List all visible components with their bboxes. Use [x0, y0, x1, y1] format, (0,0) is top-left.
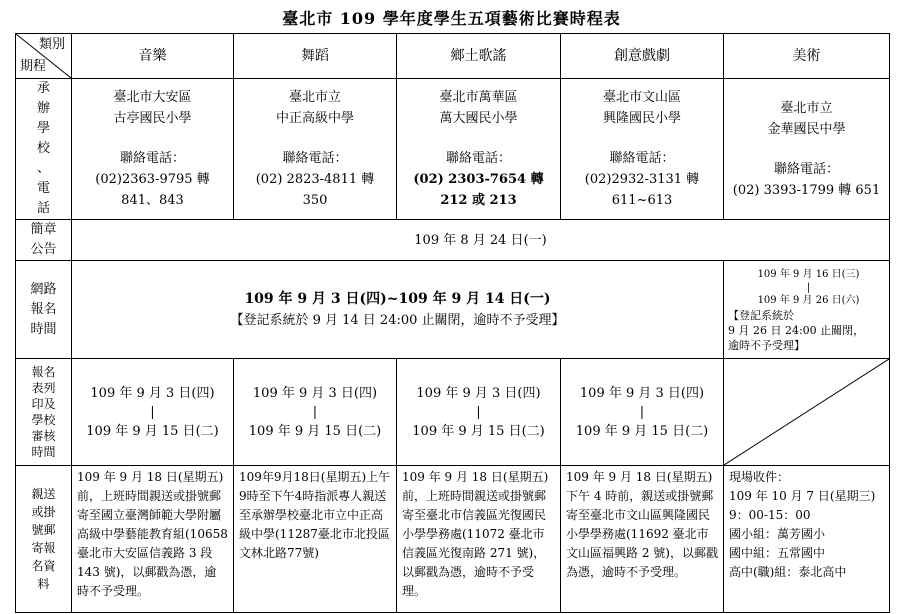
row-label-review-text: 報名 表列 印及 學校 審核 時間: [31, 365, 56, 459]
online-main: [72, 261, 724, 359]
online-art-end: 109 年 9 月 26 日(六): [757, 294, 860, 306]
delivery-folk-song: 109 年 9 月 18 日(星期五)前，上班時間親送或掛號郵寄至臺北市信義區光復國民小學學務處(11072 臺北市信義區光復南路 271 號)，以郵戳為憑，逾時不予受理。: [397, 466, 561, 613]
art-delivery-line: 9：00-15：00: [729, 508, 811, 522]
art-delivery-line: 國小組：萬芳國小: [729, 527, 826, 541]
review-start: 109 年 9 月 3 日(四): [252, 385, 378, 401]
art-delivery-line: 國中組：五常國中: [729, 546, 826, 560]
row-label-review: [16, 359, 72, 466]
host-phone-label: 聯絡電話：: [282, 151, 348, 166]
host-phone: (02) 2823-4811 轉: [255, 172, 375, 187]
host-school: 興隆國民小學: [602, 111, 681, 126]
review-drama: [561, 359, 724, 466]
announce-row: [16, 220, 890, 261]
host-district: 臺北市大安區: [113, 90, 192, 105]
host-dance: [234, 79, 397, 220]
host-phone-label: 聯絡電話：: [445, 151, 511, 166]
row-label-delivery-text: 親送 或掛 號郵 寄報 名資 料: [31, 487, 56, 591]
host-district: 臺北市萬華區: [439, 90, 518, 105]
review-end: 109 年 9 月 15 日(二): [575, 423, 709, 439]
delivery-drama: 109 年 9 月 18 日(星期五)下午 4 時前，親送或掛號郵寄至臺北市文山區興隆國民小學學務處(11692 臺北市文山區福興路 2 號)，以郵戳為憑，逾時不予受理。: [561, 466, 724, 613]
review-start: 109 年 9 月 3 日(四): [579, 385, 705, 401]
host-row: [16, 79, 890, 220]
review-bar: |: [150, 404, 155, 420]
online-art-note3: 逾時不予受理】: [728, 338, 805, 352]
art-delivery-line: 高中(職)組：泰北高中: [729, 565, 847, 579]
review-bar: |: [476, 404, 481, 420]
online-art: [724, 261, 890, 359]
review-bar: |: [312, 404, 318, 420]
delivery-dance: 109年9月18日(星期五)上午9時至下午4時指派專人親送至承辦學校臺北市立中正高級中學(11287臺北市北投區文林北路77號): [234, 466, 397, 613]
online-art-note1: 【登記系統於: [728, 308, 794, 322]
corner-cell: [16, 34, 72, 79]
online-main-range: 109 年 9 月 3 日(四)~109 年 9 月 14 日(一): [244, 290, 551, 307]
host-district: 臺北市文山區: [602, 90, 681, 105]
category-dance: 舞蹈: [234, 34, 397, 79]
host-ext: 611~613: [611, 193, 673, 208]
host-school: 中正高級中學: [275, 111, 354, 126]
review-row: [16, 359, 890, 466]
category-music: 音樂: [72, 34, 234, 79]
host-drama: [561, 79, 724, 220]
row-label-online-text: 網路 報名 時間: [30, 281, 57, 337]
row-label-announce-text: 簡章 公告: [30, 222, 57, 257]
review-music: [72, 359, 234, 466]
row-label-announce: [16, 220, 72, 261]
header-row: [16, 34, 890, 79]
empty-cell-diagonal: [724, 359, 889, 465]
host-school: 金華國民中學: [767, 121, 846, 137]
host-ext: 841、843: [121, 193, 184, 208]
review-folk-song: [397, 359, 561, 466]
category-drama: 創意戲劇: [561, 34, 724, 79]
category-folk-song: 鄉土歌謠: [397, 34, 561, 79]
row-label-online: [16, 261, 72, 359]
review-end: 109 年 9 月 15 日(二): [248, 423, 382, 439]
category-art: 美術: [724, 34, 890, 79]
host-phone-label: 聯絡電話：: [609, 151, 675, 166]
review-end: 109 年 9 月 15 日(二): [86, 423, 219, 439]
delivery-music: 109 年 9 月 18 日(星期五)前，上班時間親送或掛號郵寄至國立臺灣師範大學附屬高級中學藝能教育組(10658 臺北市大安區信義路 3 段 143 號)，以郵戳為憑，逾時不予受理。: [72, 466, 234, 613]
host-phone: (02)2363-9795 轉: [95, 172, 210, 187]
host-art: [724, 79, 890, 220]
corner-top-label: 類別: [38, 37, 65, 52]
row-label-host-text: 承 辦 學 校 、 電 話: [36, 81, 50, 216]
host-ext: 212 或 213: [440, 193, 517, 208]
schedule-table: [15, 33, 890, 613]
corner-bottom-label: 期程: [20, 59, 47, 74]
host-phone: (02) 2303-7654 轉: [413, 172, 544, 187]
delivery-row: [16, 466, 890, 613]
page-title: 臺北市 109 學年度學生五項藝術比賽時程表: [282, 9, 621, 28]
review-dance: [234, 359, 397, 466]
host-music: [72, 79, 234, 220]
host-school: 古亭國民小學: [113, 111, 192, 126]
row-label-host: [16, 79, 72, 220]
host-phone: (02) 3393-1799 轉 651: [732, 182, 881, 198]
host-district: 臺北市立: [780, 100, 833, 116]
host-district: 臺北市立: [288, 90, 341, 105]
host-school: 萬大國民小學: [439, 111, 518, 126]
review-art-empty: [724, 359, 890, 466]
review-start: 109 年 9 月 3 日(四): [90, 385, 215, 401]
review-end: 109 年 9 月 15 日(二): [412, 423, 545, 439]
delivery-art: [724, 466, 890, 613]
online-art-bar: |: [806, 281, 811, 293]
review-bar: |: [639, 404, 645, 420]
host-ext: 350: [302, 193, 328, 208]
online-art-start: 109 年 9 月 16 日(三): [757, 268, 860, 280]
art-delivery-line: 109 年 10 月 7 日(星期三): [729, 489, 876, 503]
online-main-note: 【登記系統於 9 月 14 日 24:00 止關閉，逾時不予受理】: [230, 312, 565, 328]
host-phone-label: 聯絡電話：: [119, 151, 185, 166]
online-row: [16, 261, 890, 359]
host-folk-song: [397, 79, 561, 220]
review-start: 109 年 9 月 3 日(四): [416, 385, 541, 401]
host-phone-label: 聯絡電話：: [773, 161, 839, 177]
online-art-note2: 9 月 26 日 24:00 止關閉，: [728, 323, 865, 337]
art-delivery-line: 現場收件：: [729, 470, 790, 484]
announce-date: 109 年 8 月 24 日(一): [72, 220, 890, 261]
host-phone: (02)2932-3131 轉: [584, 172, 700, 187]
row-label-delivery: [16, 466, 72, 613]
